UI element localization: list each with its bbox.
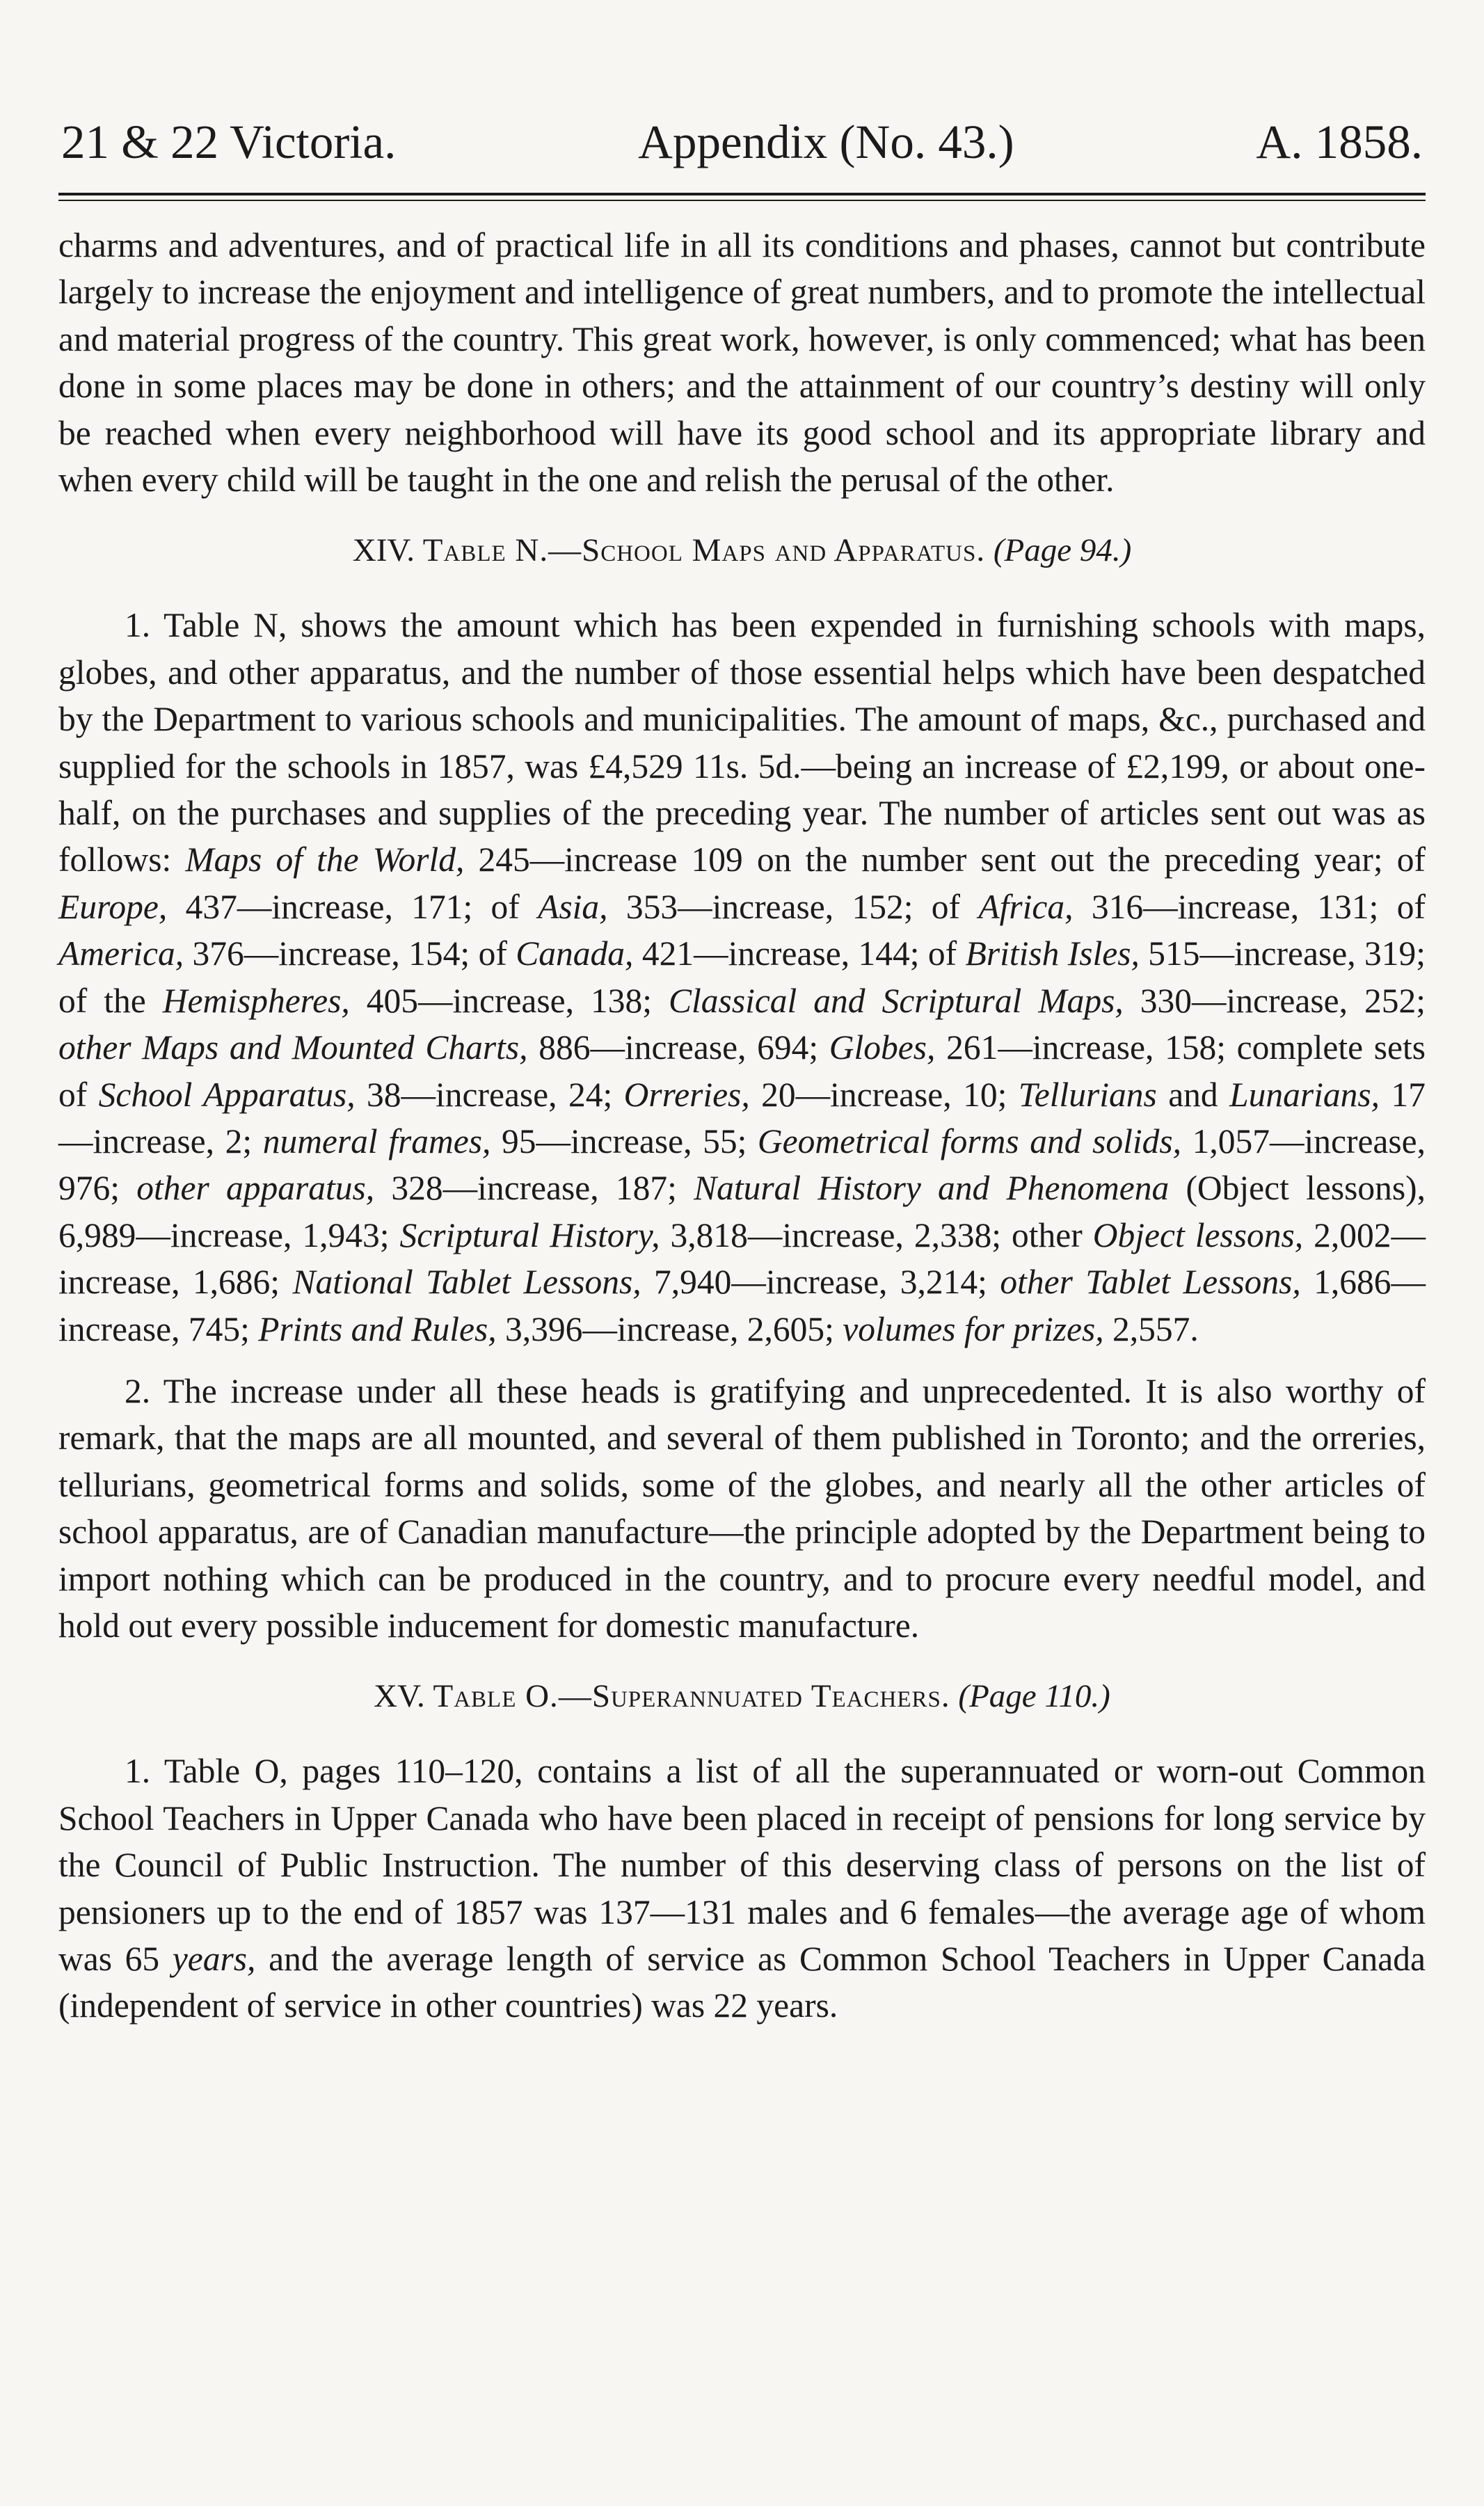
header-right: A. 1858. bbox=[1256, 115, 1423, 168]
apparatus-list bbox=[58, 840, 1426, 1348]
item-count: 421—increase, 144; of bbox=[633, 934, 966, 973]
item-name: numeral frames, bbox=[262, 1122, 491, 1160]
header-left: 21 & 22 Victoria. bbox=[61, 115, 397, 168]
header-center: Appendix (No. 43.) bbox=[638, 115, 1014, 168]
item-name: Canada, bbox=[516, 934, 634, 973]
item-name: National Tablet Lessons, bbox=[292, 1263, 641, 1302]
item-name: Geometrical forms and solids, bbox=[757, 1122, 1182, 1160]
page-header bbox=[58, 115, 1426, 168]
section-15-para1-emphasis: years, bbox=[172, 1940, 256, 1978]
item-count: 886—increase, 694; bbox=[527, 1028, 829, 1067]
section-15-para1-text-end: and the average length of service as Common School Teachers in Upper Canada (independent of service in other countries) was 22 years. bbox=[58, 1940, 1426, 2025]
item-count: 3,396—increase, 2,605; bbox=[496, 1309, 843, 1348]
section-15-table: Table O. bbox=[433, 1678, 559, 1715]
item-count: 7,940—increase, 3,214; bbox=[641, 1263, 1000, 1302]
item-name: Orreries, bbox=[623, 1075, 750, 1114]
item-count: 1,686—increase, 745; bbox=[58, 1263, 1426, 1348]
item-name: volumes for prizes, bbox=[843, 1309, 1104, 1348]
section-15-heading bbox=[58, 1673, 1426, 1720]
item-count: (Object lessons), 6,989—increase, 1,943; bbox=[58, 1169, 1426, 1254]
item-name: British Isles, bbox=[965, 934, 1140, 973]
section-15-title: —Superannuated Teachers. bbox=[558, 1678, 950, 1715]
paragraph-gap bbox=[58, 1352, 1426, 1368]
item-count: 3,818—increase, 2,338; other bbox=[660, 1215, 1093, 1254]
section-14-page-ref: (Page 94.) bbox=[993, 532, 1132, 569]
item-name: Scriptural History, bbox=[399, 1215, 660, 1254]
section-14-title: —School Maps and Apparatus. bbox=[548, 532, 986, 569]
intro-paragraph: charms and adventures, and of practical life in all its conditions and phases, cannot but contribute largely to increase the enjoyment and intelligence of great numbers, and to promote the intellectual and material progress of the country. This great work, however, is only commenced; what has been done in some places may be done in others; and the attainment of our country’s destiny will only be reached when every neighborhood will have its good school and its appropriate library and when every child will be taught in the one and relish the perusal of the other. bbox=[58, 226, 1426, 500]
item-name: Prints and Rules, bbox=[258, 1309, 497, 1348]
item-name: Natural History and Phenomena bbox=[694, 1169, 1170, 1208]
item-name: School Apparatus, bbox=[98, 1075, 356, 1114]
item-name: Maps of the World, bbox=[185, 840, 465, 879]
item-name: other apparatus, bbox=[136, 1169, 375, 1208]
item-count: 405—increase, 138; bbox=[349, 981, 669, 1020]
header-rule bbox=[58, 193, 1426, 195]
item-count: and bbox=[1156, 1075, 1230, 1114]
item-name: Tellurians bbox=[1018, 1075, 1157, 1114]
item-name: Asia, bbox=[538, 887, 608, 926]
item-name: other Maps and Mounted Charts, bbox=[58, 1028, 528, 1067]
item-count: 437—increase, 171; of bbox=[167, 887, 538, 926]
item-count: 20—increase, 10; bbox=[749, 1075, 1019, 1114]
item-count: 261—increase, 158; complete sets of bbox=[58, 1028, 1426, 1114]
item-name: Africa, bbox=[978, 887, 1074, 926]
section-14-para1-number: 1. bbox=[125, 606, 151, 645]
section-14-paragraph-2: 2. The increase under all these heads is gratifying and unprecedented. It is also worthy of remark, that the maps are all mounted, and several of them published in Toronto; and the orreries, tellurians, geometrical forms and solids, some of the globes, and nearly all the other articles of school apparatus, are of Canadian manufacture—the principle adopted by the Department being to import nothing which can be produced in the country, and to procure every needful model, and hold out every possible inducement for domestic manufacture. bbox=[58, 1371, 1426, 1645]
section-14-paragraph-1 bbox=[58, 602, 1426, 1352]
header-rule-thin bbox=[58, 200, 1426, 201]
item-count: 316—increase, 131; of bbox=[1073, 887, 1426, 926]
section-14-heading bbox=[58, 527, 1426, 574]
section-14-table: Table N. bbox=[422, 532, 549, 569]
item-count: 245—increase 109 on the number sent out the preceding year; of bbox=[464, 840, 1426, 879]
item-count: 330—increase, 252; bbox=[1123, 981, 1426, 1020]
item-count: 95—increase, 55; bbox=[490, 1122, 758, 1160]
item-count: 2,002—increase, 1,686; bbox=[58, 1215, 1426, 1302]
item-name: Classical and Scriptural Maps, bbox=[669, 981, 1124, 1020]
section-14-para1-text: Table N, shows the amount which has been expended in furnishing schools with maps, globes, and other apparatus, and the number of those essential helps which have been despatched by the Department to various schools and municipalities. The amount of maps, &c., purchased and supplied for the schools in 1857, was £4,529 11s. 5d.—being an increase of £2,199, or about one-half, on the purchases and supplies of the preceding year. The number of articles sent out was as follows: bbox=[58, 606, 1426, 879]
item-name: Hemispheres, bbox=[162, 981, 350, 1020]
section-15-paragraph-1 bbox=[58, 1748, 1426, 2029]
section-15-number: XV. bbox=[374, 1678, 425, 1715]
item-count: 515—increase, 319; of the bbox=[58, 934, 1426, 1020]
item-count: 38—increase, 24; bbox=[355, 1075, 624, 1114]
item-count: 17—increase, 2; bbox=[58, 1075, 1426, 1160]
section-15-para1-text: 1. Table O, pages 110–120, contains a list of all the superannuated or worn-out Common School Teachers in Upper Canada who have been placed in receipt of pensions for long service by the Council of Public Instruction. The number of this deserving class of persons on the list of pensioners up to the end of 1857 was 137—131 males and 6 females—the average age of whom was 65 bbox=[58, 1752, 1426, 1978]
item-name: Lunarians, bbox=[1229, 1075, 1380, 1114]
item-name: Globes, bbox=[829, 1028, 936, 1067]
item-count: 2,557. bbox=[1103, 1309, 1199, 1348]
item-name: America, bbox=[58, 934, 184, 973]
item-count: 1,057—increase, 976; bbox=[58, 1122, 1426, 1208]
item-count: 353—increase, 152; of bbox=[607, 887, 979, 926]
item-name: other Tablet Lessons, bbox=[1000, 1263, 1301, 1302]
item-name: Europe, bbox=[58, 887, 168, 926]
section-15-page-ref: (Page 110.) bbox=[958, 1678, 1110, 1715]
item-count: 376—increase, 154; of bbox=[184, 934, 516, 973]
section-14-number: XIV. bbox=[352, 532, 415, 569]
item-count: 328—increase, 187; bbox=[374, 1169, 694, 1208]
item-name: Object lessons, bbox=[1092, 1215, 1304, 1254]
